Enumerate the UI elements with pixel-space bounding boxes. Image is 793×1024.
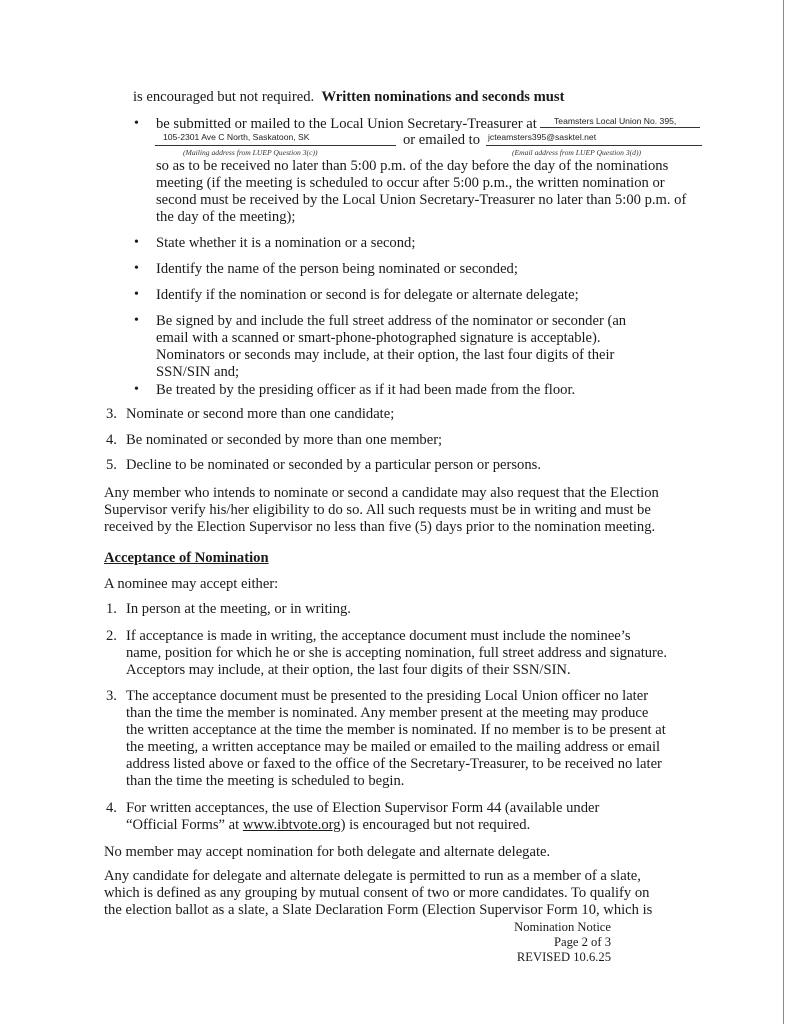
req-5-line1: Be signed by and include the full street address of the nominator or seconder (an bbox=[156, 313, 627, 329]
req-3: Identify the name of the person being nominated or seconded; bbox=[156, 261, 518, 277]
req-6: Be treated by the presiding officer as if it had been made from the floor. bbox=[156, 382, 576, 398]
verify-line-2: Supervisor verify his/her eligibility to do so. All such requests must be in writing and must be bbox=[104, 502, 651, 518]
email-caption: (Email address from LUEP Question 3(d)) bbox=[512, 148, 642, 157]
closing-p2-line3: the election ballot as a slate, a Slate Declaration Form (Election Supervisor Form 10, which is bbox=[104, 902, 653, 918]
accept-4-number: 4. bbox=[106, 800, 117, 816]
footer-page: Page 2 of 3 bbox=[553, 935, 611, 949]
intro-line bbox=[133, 88, 564, 106]
req-1-cont-2: meeting (if the meeting is scheduled to occur after 5:00 p.m., the written nomination or bbox=[156, 175, 665, 191]
accept-3-line4: the meeting, a written acceptance may be mailed or emailed to the mailing address or email bbox=[126, 739, 661, 755]
bullet-icon: • bbox=[134, 313, 139, 328]
intro-bold: Written nominations and seconds must bbox=[321, 89, 565, 105]
or-emailed-to: or emailed to bbox=[403, 132, 480, 148]
accept-3-line3: the written acceptance at the time the member is nominated. If no member is to be present at bbox=[126, 722, 666, 738]
accept-2-line1: If acceptance is made in writing, the acceptance document must include the nominee’s bbox=[126, 628, 631, 644]
closing-p2-line1: Any candidate for delegate and alternate delegate is permitted to run as a member of a slate, bbox=[104, 868, 641, 884]
accept-3-number: 3. bbox=[106, 688, 117, 704]
verify-line-1: Any member who intends to nominate or second a candidate may also request that the Election bbox=[104, 485, 659, 501]
accept-3-line2: than the time the member is nominated. Any member present at the meeting may produce bbox=[126, 705, 649, 721]
accept-4-post: ) is encouraged but not required. bbox=[340, 817, 531, 833]
req-4: Identify if the nomination or second is for delegate or alternate delegate; bbox=[156, 287, 579, 303]
bullet-icon: • bbox=[134, 116, 139, 131]
mail-address-fill-1: Teamsters Local Union No. 395, bbox=[554, 116, 677, 126]
bullet-icon: • bbox=[134, 235, 139, 250]
email-fill: jcteamsters395@sasktel.net bbox=[488, 132, 597, 142]
right-3-text: Nominate or second more than one candidate; bbox=[126, 406, 395, 422]
req-1-cont-3: second must be received by the Local Union Secretary-Treasurer no later than 5:00 p.m. of bbox=[156, 192, 687, 208]
right-3-number: 3. bbox=[106, 406, 117, 422]
accept-2-number: 2. bbox=[106, 628, 117, 644]
footer-revised: REVISED 10.6.25 bbox=[516, 950, 611, 964]
bullet-icon: • bbox=[134, 287, 139, 302]
right-4-text: Be nominated or seconded by more than one member; bbox=[126, 432, 443, 448]
req-2: State whether it is a nomination or a second; bbox=[156, 235, 416, 251]
accept-4-line1: For written acceptances, the use of Election Supervisor Form 44 (available under bbox=[126, 800, 600, 816]
accept-3-line1: The acceptance document must be presented to the presiding Local Union officer no later bbox=[126, 688, 649, 704]
req-5-line2: email with a scanned or smart-phone-photographed signature is acceptable). bbox=[156, 330, 601, 346]
intro-plain: is encouraged but not required. bbox=[133, 89, 315, 105]
mail-address-underline-1 bbox=[540, 127, 700, 128]
acceptance-lead: A nominee may accept either: bbox=[104, 576, 279, 592]
right-5-text: Decline to be nominated or seconded by a particular person or persons. bbox=[126, 457, 541, 473]
mail-address-caption: (Mailing address from LUEP Question 3(c)) bbox=[183, 148, 318, 157]
bullet-icon: • bbox=[134, 261, 139, 276]
mail-address-underline-2 bbox=[155, 145, 396, 146]
req-1-cont-4: the day of the meeting); bbox=[156, 209, 296, 225]
acceptance-heading: Acceptance of Nomination bbox=[104, 550, 269, 566]
mail-address-fill-2: 105-2301 Ave C North, Saskatoon, SK bbox=[163, 132, 310, 142]
accept-4-line2 bbox=[126, 816, 530, 834]
req-5-line3: Nominators or seconds may include, at their option, the last four digits of their bbox=[156, 347, 615, 363]
email-underline bbox=[486, 145, 702, 146]
right-5-number: 5. bbox=[106, 457, 117, 473]
req-5-line4: SSN/SIN and; bbox=[156, 364, 240, 380]
accept-4-pre: “Official Forms” at bbox=[126, 817, 243, 833]
right-4-number: 4. bbox=[106, 432, 117, 448]
accept-2-line2: name, position for which he or she is accepting nomination, full street address and signature. bbox=[126, 645, 668, 661]
bullet-icon: • bbox=[134, 382, 139, 397]
accept-3-line5: address listed above or faxed to the office of the Secretary-Treasurer, to be received no later bbox=[126, 756, 662, 772]
footer-title: Nomination Notice bbox=[514, 920, 611, 934]
accept-3-line6: than the time the meeting is scheduled to begin. bbox=[126, 773, 405, 789]
req-1-cont-1: so as to be received no later than 5:00 p.m. of the day before the day of the nominations bbox=[156, 158, 669, 174]
verify-line-3: received by the Election Supervisor no less than five (5) days prior to the nomination meeting. bbox=[104, 519, 656, 535]
closing-p2-line2: which is defined as any grouping by mutual consent of two or more candidates. To qualify on bbox=[104, 885, 650, 901]
closing-p1: No member may accept nomination for both delegate and alternate delegate. bbox=[104, 844, 551, 860]
accept-2-line3: Acceptors may include, at their option, the last four digits of their SSN/SIN. bbox=[126, 662, 571, 678]
ibtvote-link[interactable]: www.ibtvote.org bbox=[242, 817, 341, 833]
req-1-line1: be submitted or mailed to the Local Union Secretary-Treasurer at bbox=[156, 116, 537, 132]
accept-1-number: 1. bbox=[106, 601, 117, 617]
scan-edge-line bbox=[783, 0, 784, 1024]
accept-1-text: In person at the meeting, or in writing. bbox=[126, 601, 351, 617]
